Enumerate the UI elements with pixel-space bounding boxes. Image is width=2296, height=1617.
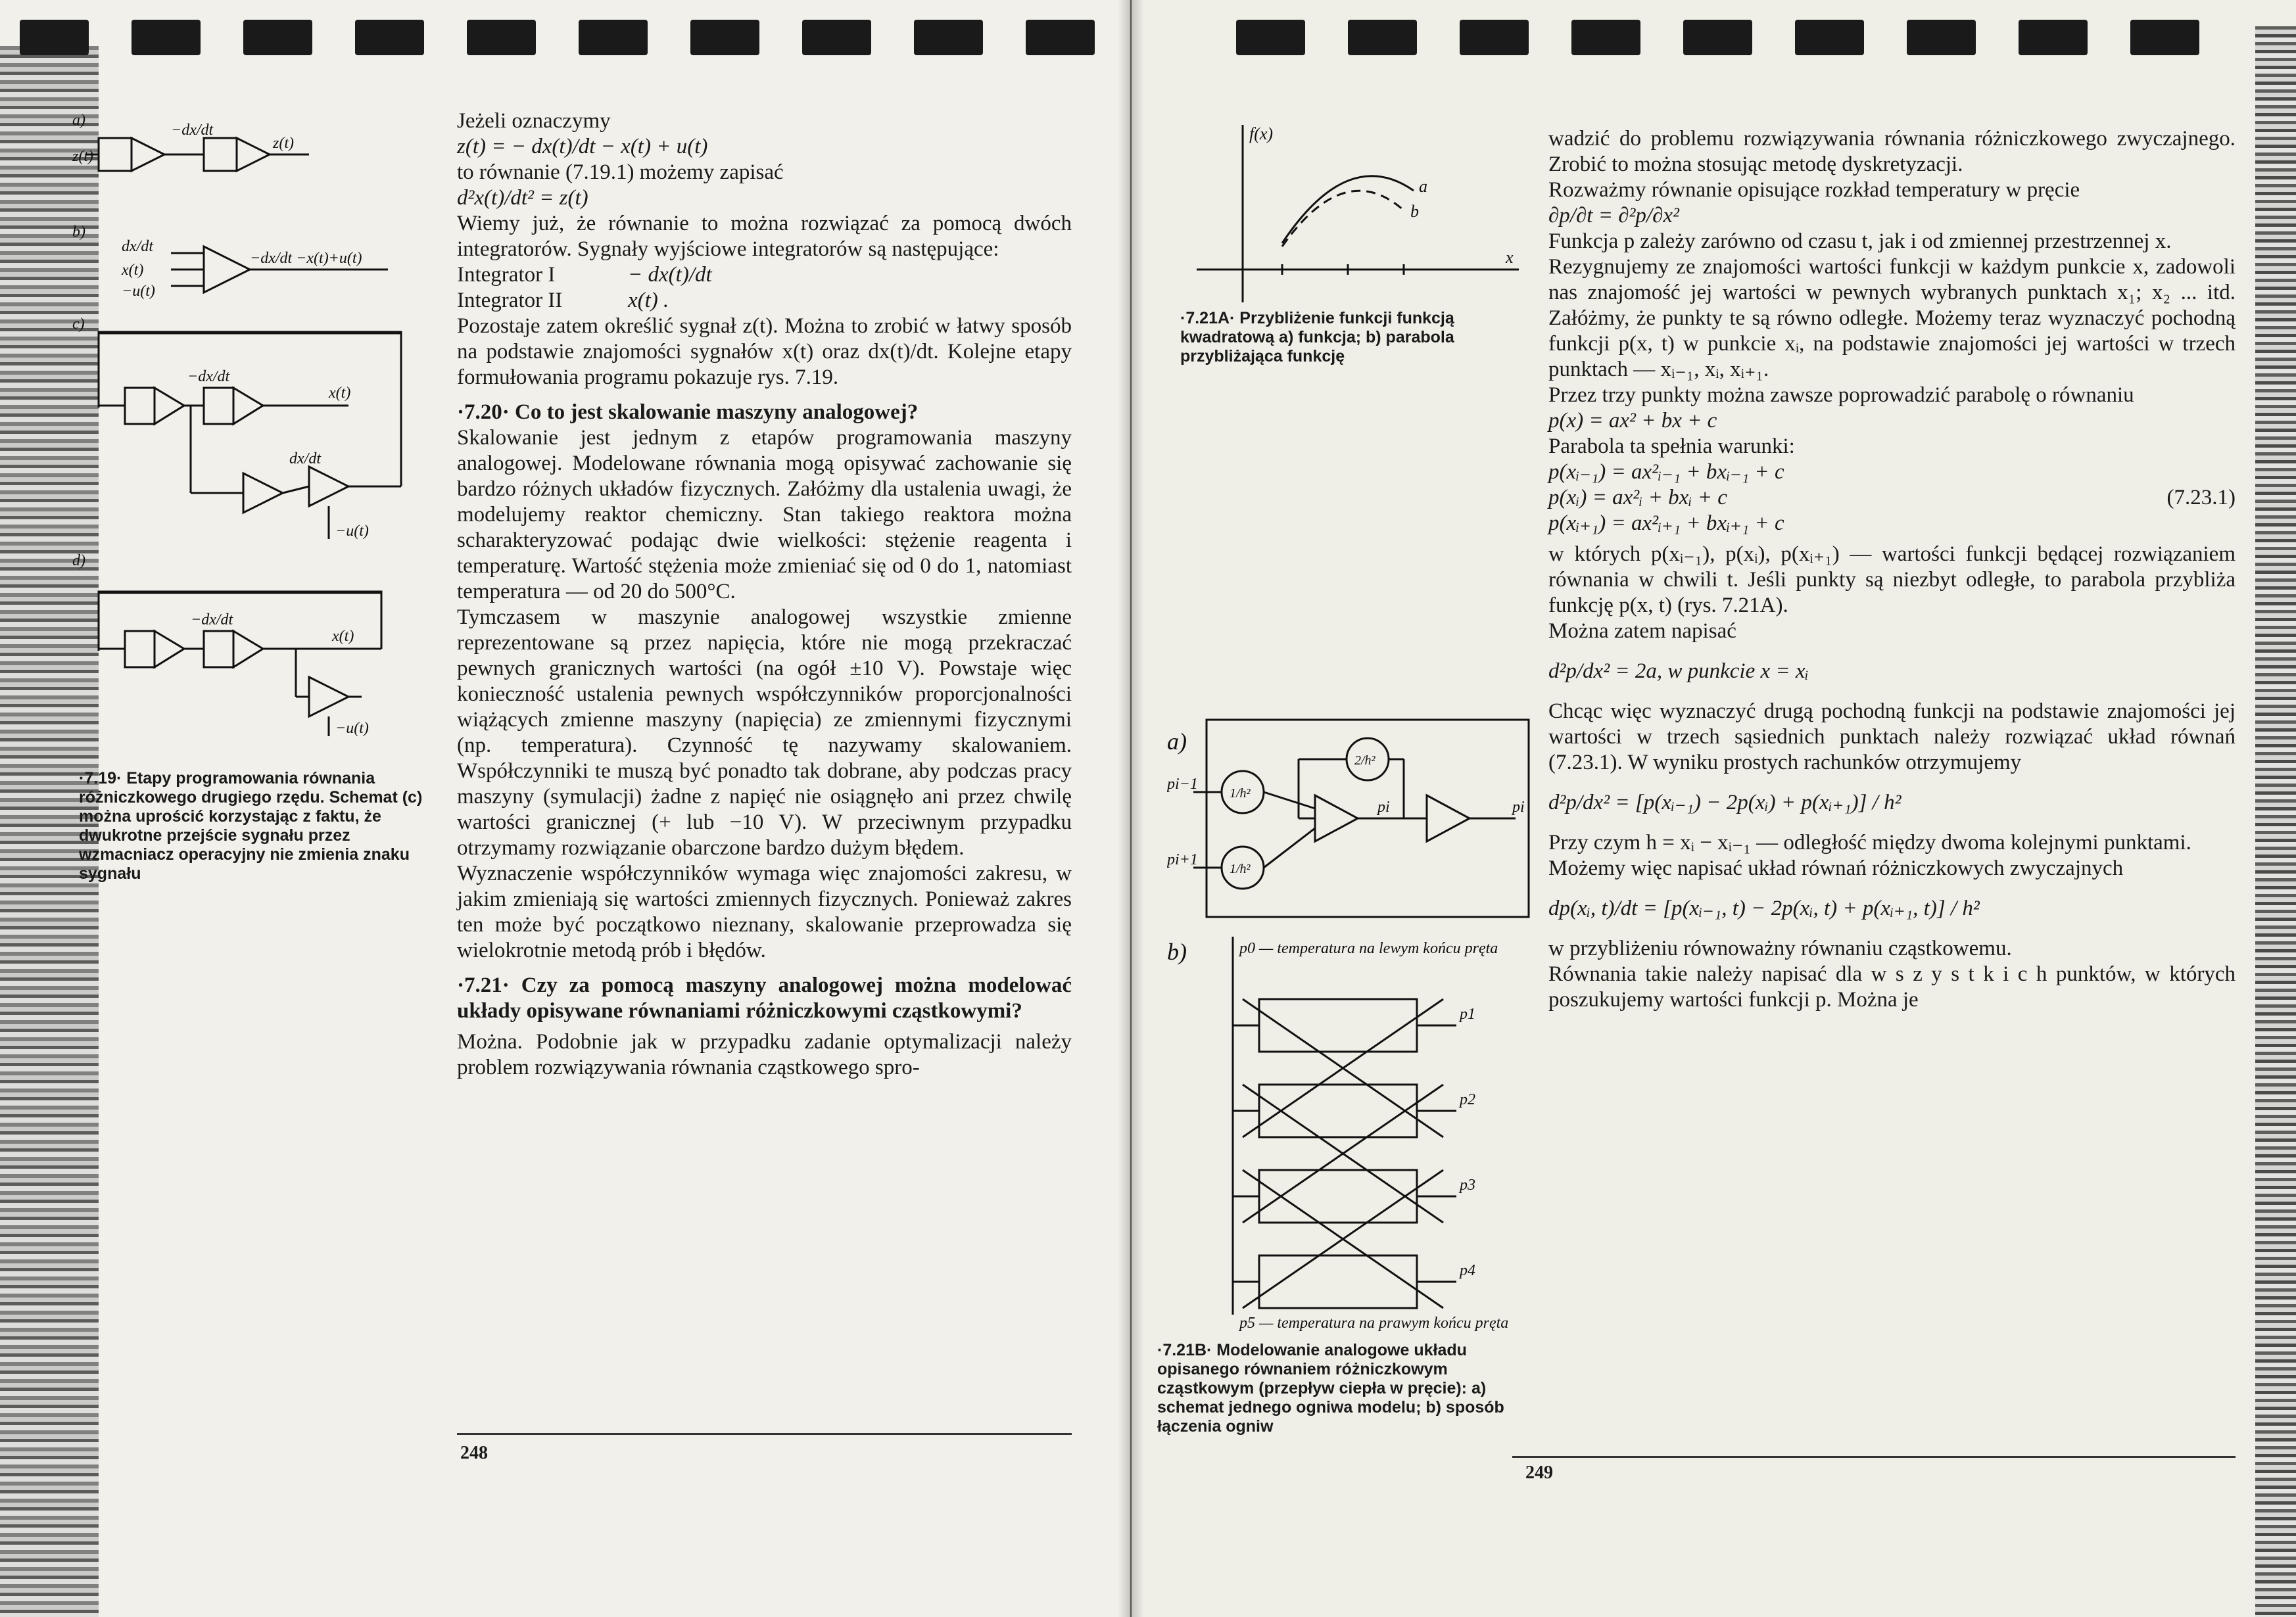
right-footer-rule (1512, 1456, 2236, 1458)
equation-number-7-23-1: (7.23.1) (2166, 486, 2236, 509)
film-perforation-strip (0, 0, 2296, 58)
lp-paragraph-2: to równanie (7.19.1) możemy zapisać (457, 160, 784, 184)
fig-7-19-z-in: z(t) (72, 148, 93, 165)
rp-paragraph-3: Funkcja p zależy zarówno od czasu t, jak i od zmiennej przestrzennej x. (1548, 229, 2172, 253)
fig-7-19-x-c: x(t) (329, 385, 351, 402)
lp-paragraph-7: Wyznaczenie współczynników wymaga więc znajomości zakresu, w jakim zmieniają się wartości zmiennych fizycznych. Ponieważ zakres ten może być początkowo nieznany, skalowanie przeprowadza się wielokrotnie metodą prób i błędów. (457, 862, 1072, 962)
fig-7-21b-p2: p2 (1460, 1091, 1475, 1108)
lp-paragraph-8: Można. Podobnie jak w przypadku zadanie optymalizacji należy problem rozwiązywania równania cząstkowego spro- (457, 1030, 1072, 1079)
fig-7-21b-p3: p3 (1460, 1177, 1475, 1194)
right-text-column (1548, 126, 2236, 1013)
rp-equation-2: p(x) = ax² + bx + c (1548, 409, 1717, 433)
left-page-number: 248 (460, 1443, 488, 1463)
rp-equation-3c: p(xᵢ₊₁) = ax²ᵢ₊₁ + bxᵢ₊₁ + c (1548, 511, 1784, 535)
rp-paragraph-1: wadzić do problemu rozwiązywania równania różniczkowego zwyczajnego. Zrobić to można stosując metodę dyskretyzacji. (1548, 127, 2236, 176)
rp-paragraph-10: Przy czym h = xᵢ − xᵢ₋₁ — odległość między dwoma kolejnymi punktami. (1548, 831, 2191, 855)
fig-7-19-mdxdt-d: −dx/dt (191, 611, 233, 628)
fig-7-21b-coef-1: 1/h² (1230, 786, 1251, 801)
fig-7-19-mu-b: −u(t) (122, 283, 155, 300)
integrator-1-label: Integrator I (457, 263, 556, 287)
fig-7-19-mu-c: −u(t) (335, 523, 369, 540)
fig-7-19-dxdt-c: dx/dt (289, 450, 321, 467)
fig-7-19-label-c: c) (72, 316, 85, 333)
fig-7-19-sum-b: −dx/dt −x(t)+u(t) (250, 250, 362, 267)
fig-7-21b-p5: p5 — temperatura na prawym końcu pręta (1239, 1315, 1509, 1332)
rp-paragraph-9: Chcąc więc wyznaczyć drugą pochodną funkcji na podstawie znajomości jej wartości w trzech sąsiednich punktach należy rozwiązać układ równań (7.23.1). W wyniku prostych rachunków otrzymujemy (1548, 699, 2236, 774)
fig-7-21b-coef-3: 1/h² (1230, 862, 1251, 876)
fig-7-21b-p1: p1 (1460, 1006, 1475, 1023)
integrator-2-value: x(t) . (628, 289, 669, 312)
heading-7-20: ·7.20· Co to jest skalowanie maszyny analogowej? (457, 400, 919, 424)
lp-paragraph-6: Tymczasem w maszynie analogowej wszystkie zmienne reprezentowane są przez napięcia, które nie mogą przekraczać pewnych granicznych wartości (na ogół ±10 V). Powstaje więc konieczność ustalenia pewnych współczynników proporcjonalności wiążących zmienne maszyny (napięcia) ze zmiennymi fizycznymi (np. temperatura). Czynność tę nazywamy skalowaniem. Współczynniki te muszą być ponadto tak dobrane, aby podczas pracy maszyny (symulacji) żadne z napięć nie osiągnęło ani przez chwilę wartości granicznej (+ lub −10 V). W przeciwnym przypadku otrzymamy rozwiązanie obarczone bardzo dużym błędem. (457, 605, 1072, 860)
fig-7-21b-coef-2: 2/h² (1354, 753, 1375, 768)
left-text-column (457, 108, 1072, 1081)
fig-7-21b-label-b: b) (1167, 939, 1187, 965)
fig-7-21a-x: x (1506, 248, 1514, 267)
figure-7-21a-caption: ·7.21A· Przybliżenie funkcji funkcją kwadratową a) funkcja; b) parabola przybliżająca funkcję (1180, 309, 1454, 365)
fig-7-21a-a: a (1419, 177, 1427, 196)
lp-equation-2: d²x(t)/dt² = z(t) (457, 186, 588, 210)
fig-7-19-dxdt-b: dx/dt (122, 238, 153, 255)
rp-equation-1: ∂p/∂t = ∂²p/∂x² (1548, 204, 1679, 227)
fig-7-21b-pim1: pi−1 (1167, 776, 1198, 793)
fig-7-21b-pi-out: pi (1512, 799, 1525, 816)
integrator-2-label: Integrator II (457, 289, 563, 312)
fig-7-19-label-a: a) (72, 112, 85, 129)
rp-paragraph-6: Parabola ta spełnia warunki: (1548, 434, 1795, 458)
figure-7-21a (1177, 118, 1532, 316)
rp-paragraph-4: Rezygnujemy ze znajomości wartości funkcji w każdym punkcie x, zadowoli nas znajomość jej wartości w pewnych wybranych punktach x₁; x₂ ... itd. Załóżmy, że punkty te są równo odległe. Możemy teraz wyznaczyć pochodną funkcji p(x, t) w punkcie xᵢ, na podstawie znajomości jej wartości w trzech punktach — xᵢ₋₁, xᵢ, xᵢ₊₁. (1548, 255, 2236, 381)
rp-paragraph-5: Przez trzy punkty można zawsze poprowadzić parabolę o równaniu (1548, 383, 2134, 407)
right-page-number: 249 (1525, 1463, 1553, 1483)
lp-paragraph-1: Jeżeli oznaczymy (457, 109, 611, 133)
fig-7-19-mdxdt-a: −dx/dt (171, 122, 214, 139)
figure-7-21b (1167, 710, 1535, 1334)
fig-7-19-z-out: z(t) (273, 135, 294, 152)
rp-paragraph-2: Rozważmy równanie opisujące rozkład temperatury w pręcie (1548, 178, 2080, 202)
rp-paragraph-7: w których p(xᵢ₋₁), p(xᵢ), p(xᵢ₊₁) — wartości funkcji będącej rozwiązaniem równania w chwili t. Jeśli punkty są niezbyt odległe, to parabola przybliża funkcję p(x, t) (rys. 7.21A). (1548, 542, 2236, 617)
lp-equation-1: z(t) = − dx(t)/dt − x(t) + u(t) (457, 135, 708, 158)
fig-7-19-x-d: x(t) (332, 628, 354, 645)
fig-7-21a-fx: f(x) (1249, 124, 1274, 143)
fig-7-21a-b: b (1410, 202, 1419, 221)
fig-7-19-mu-d: −u(t) (335, 720, 369, 736)
fig-7-21b-label-a: a) (1167, 728, 1187, 755)
rp-paragraph-13: Równania takie należy napisać dla w s z y s t k i c h punktów, w których poszukujemy wartości funkcji p. Można je (1548, 962, 2236, 1012)
fig-7-21b-pip1: pi+1 (1167, 851, 1198, 868)
figure-7-19 (72, 105, 441, 736)
rp-equation-5: d²p/dx² = [p(xᵢ₋₁) − 2p(xᵢ) + p(xᵢ₊₁)] / h² (1548, 791, 1901, 814)
rp-paragraph-12: w przybliżeniu równoważny równaniu cząstkowemu. (1548, 937, 2012, 960)
integrator-1-value: − dx(t)/dt (628, 263, 712, 287)
rp-equation-4: d²p/dx² = 2a, w punkcie x = xᵢ (1548, 659, 1809, 683)
book-gutter (1118, 0, 1144, 1617)
lp-paragraph-4: Pozostaje zatem określić sygnał z(t). Można to zrobić w łatwy sposób na podstawie znajomości sygnałów x(t) oraz dx(t)/dt. Kolejne etapy formułowania programu pokazuje rys. 7.19. (457, 314, 1072, 389)
rp-paragraph-11: Możemy więc napisać układ równań różniczkowych zwyczajnych (1548, 856, 2124, 880)
rp-paragraph-8: Można zatem napisać (1548, 619, 1736, 643)
scan-edge-right (2255, 26, 2296, 1617)
fig-7-19-mdxdt-c: −dx/dt (187, 368, 230, 385)
fig-7-21b-pi-mid: pi (1377, 799, 1390, 816)
figure-7-21b-caption: ·7.21B· Modelowanie analogowe układu opisanego równaniem różniczkowym cząstkowym (przepływ ciepła w pręcie): a) schemat jednego ogniwa modelu; b) sposób łączenia ogniw (1157, 1341, 1504, 1436)
heading-7-21: ·7.21· Czy za pomocą maszyny analogowej można modelować układy opisywane równaniami różniczkowymi cząstkowymi? (457, 973, 1072, 1023)
fig-7-21b-p4: p4 (1460, 1262, 1475, 1279)
lp-paragraph-3: Wiemy już, że równanie to można rozwiązać za pomocą dwóch integratorów. Sygnały wyjściowe integratorów są następujące: (457, 212, 1072, 261)
fig-7-21b-p0: p0 — temperatura na lewym końcu pręta (1239, 940, 1498, 957)
figure-7-19-caption: ·7.19· Etapy programowania równania różniczkowego drugiego rzędu. Schemat (c) można uprościć korzystając z faktu, że dwukrotne przejście sygnału przez wzmacniacz operacyjny nie zmienia znaku sygnału (79, 769, 423, 883)
fig-7-19-x-b: x(t) (122, 262, 144, 279)
rp-equation-3a: p(xᵢ₋₁) = ax²ᵢ₋₁ + bxᵢ₋₁ + c (1548, 460, 1784, 484)
fig-7-19-label-d: d) (72, 552, 85, 569)
rp-equation-3b: p(xᵢ) = ax²ᵢ + bxᵢ + c (1548, 486, 1727, 509)
fig-7-19-label-b: b) (72, 223, 85, 241)
left-footer-rule (457, 1433, 1072, 1435)
rp-equation-6: dp(xᵢ, t)/dt = [p(xᵢ₋₁, t) − 2p(xᵢ, t) + p(xᵢ₊₁, t)] / h² (1548, 897, 1980, 920)
lp-paragraph-5: Skalowanie jest jednym z etapów programowania maszyny analogowej. Modelowane równania mogą opisywać zachowanie się bardzo różnych układów fizycznych. Załóżmy dla ustalenia uwagi, że modelujemy reaktor chemiczny. Stan takiego reaktora można scharakteryzować podając dwie wielkości: stężenie reagenta i temperaturę. Wartość stężenia może zmieniać się od 0 do 1, natomiast temperatura — od 20 do 500°C. (457, 426, 1072, 603)
